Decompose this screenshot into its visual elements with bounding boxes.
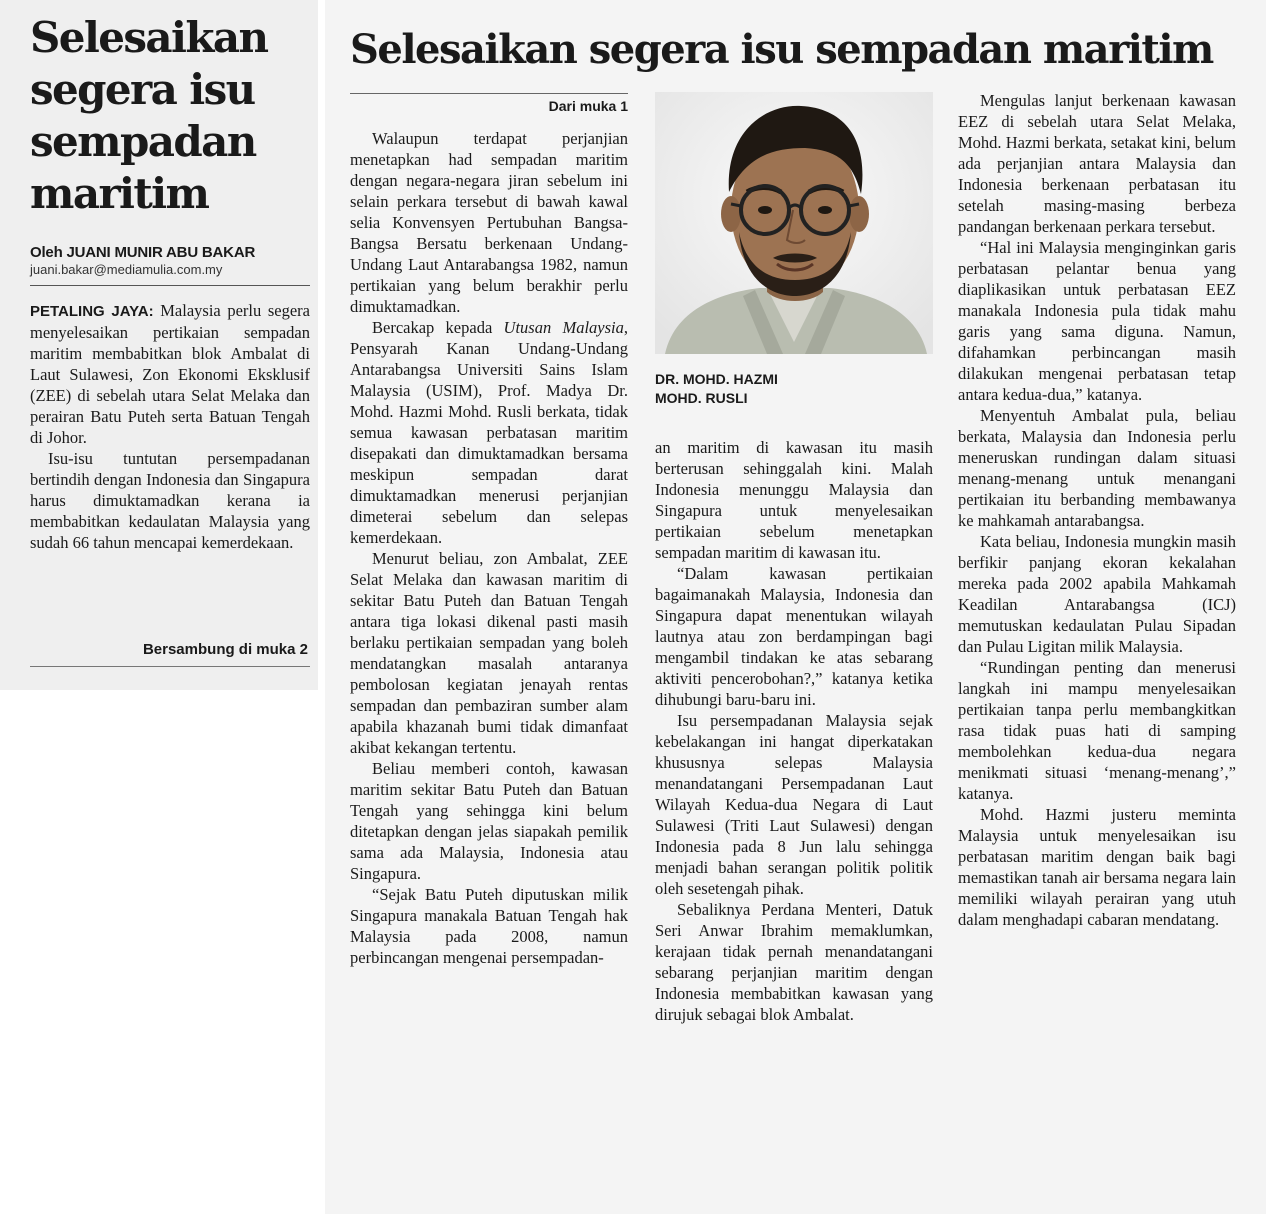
article-paragraph: Sebaliknya Perdana Menteri, Datuk Seri Anwar Ibrahim memaklumkan, kerajaan tidak pernah menandatangani sebarang perjanjian maritim dengan Indonesia membabitkan kawasan yang dirujuk sebagai blok Ambalat. bbox=[655, 900, 933, 1024]
article-paragraph: an maritim di kawasan itu masih berterusan sehinggalah kini. Malah Indonesia menunggu Malaysia dan Singapura untuk menyelesaikan pertikaian sebelum menetapkan sempadan maritim di kawasan itu. bbox=[655, 438, 933, 562]
teaser-panel bbox=[0, 0, 318, 690]
photo-caption bbox=[655, 370, 933, 408]
article-paragraph: Beliau memberi contoh, kawasan maritim sekitar Batu Puteh dan Batuan Tengah yang sehingga kini belum ditetapkan dengan jelas siapakah pemilik sama ada Malaysia, Indonesia atau Singapura. bbox=[350, 759, 628, 883]
teaser-title-line: Selesaikan bbox=[30, 13, 268, 62]
article-paragraph bbox=[350, 317, 628, 548]
photo-caption-line: MOHD. RUSLI bbox=[655, 390, 748, 406]
author-email: juani.bakar@mediamulia.com.my bbox=[30, 262, 223, 277]
article-paragraph: Isu persempadanan Malaysia sejak kebelakangan ini hangat diperkatakan khususnya selepas Malaysia menandatangani Persempadanan Laut Wilayah Kedua-dua Negara di Laut Sulawesi (Triti Laut Sulawesi) dengan Indonesia pada 8 Jun lalu sehingga menjadi bahan serangan politik politik oleh sesetengah pihak. bbox=[655, 711, 933, 898]
article-paragraph: “Dalam kawasan pertikaian bagaimanakah Malaysia, Indonesia dan Singapura dapat menentukan wilayah lautnya atau zon berdampingan bagi mengambil tindakan ke atas sebarang aktiviti pencerobohan?,” katanya ketika dihubungi baru-baru ini. bbox=[655, 564, 933, 709]
article-paragraph: Walaupun terdapat perjanjian menetapkan had sempadan maritim dengan negara-negara jiran sebelum ini selain perkara tersebut di bawah kawal selia Konvensyen Pertubuhan Bangsa-Bangsa Bersatu berkenaan Undang-Undang Laut Antarabangsa 1982, namun pertikaian yang belum berakhir perlu dimuktamadkan. bbox=[350, 129, 628, 316]
article-paragraph-text: Bercakap kepada bbox=[372, 318, 504, 337]
portrait-photo bbox=[655, 92, 933, 354]
teaser-paragraph bbox=[30, 300, 310, 448]
article-headline: Selesaikan segera isu sempadan maritim bbox=[350, 26, 1213, 73]
article-column-2 bbox=[655, 437, 933, 1025]
teaser-title-line: sempadan bbox=[30, 117, 256, 166]
portrait-photo-icon bbox=[655, 92, 933, 354]
teaser-title-line: maritim bbox=[30, 169, 209, 218]
teaser-body bbox=[30, 300, 310, 553]
photo-caption-line: DR. MOHD. HAZMI bbox=[655, 371, 778, 387]
divider bbox=[350, 93, 628, 94]
article-paragraph-text: , Pensyarah Kanan Undang-Undang Antarabangsa Universiti Sains Islam Malaysia (USIM), Prof. Madya Dr. Mohd. Hazmi Mohd. Rusli berkata, tidak semua kawasan perbatasan maritim disepakati dan dimuktamadkan bersama meskipun sempadan darat dimuktamadkan menerusi perjanjian dimeterai sebelum dan selepas kemerdekaan. bbox=[350, 318, 628, 547]
teaser-paragraph-text: Malaysia perlu segera menyelesaikan pertikaian sempadan maritim membabitkan blok Ambalat di Laut Sulawesi, Zon Ekonomi Eksklusif (ZEE) di sebelah utara Selat Melaka dan perairan Batu Puteh serta Batuan Tengah di Johor. bbox=[30, 301, 310, 447]
divider bbox=[30, 666, 310, 667]
publication-name: Utusan Malaysia bbox=[503, 318, 624, 337]
teaser-title-line: segera isu bbox=[30, 65, 255, 114]
article-paragraph: Mengulas lanjut berkenaan kawasan EEZ di sebelah utara Selat Melaka, Mohd. Hazmi berkata, setakat kini, belum ada perjanjian antara Malaysia dan Indonesia berkenaan perbatasan itu setelah masing-masing berbeza pandangan berkenaan perkara tersebut. bbox=[958, 91, 1236, 236]
from-page-note: Dari muka 1 bbox=[548, 98, 628, 114]
continued-note: Bersambung di muka 2 bbox=[142, 641, 308, 658]
article-paragraph: “Sejak Batu Puteh diputuskan milik Singapura manakala Batuan Tengah hak Malaysia pada 2008, namun perbincangan mengenai persempadan- bbox=[350, 885, 628, 967]
article-paragraph: “Rundingan penting dan menerusi langkah ini mampu menyelesaikan pertikaian tanpa perlu membangkitkan rasa tidak puas hati di samping membolehkan kedua-dua negara menikmati situasi ‘menang-menang’,” katanya. bbox=[958, 658, 1236, 803]
article-column-1 bbox=[350, 128, 628, 968]
dateline: PETALING JAYA: bbox=[30, 303, 154, 320]
byline: Oleh JUANI MUNIR ABU BAKAR bbox=[30, 244, 256, 261]
teaser-paragraph: Isu-isu tuntutan persempadanan bertindih dengan Indonesia dan Singapura harus dimuktamadkan kerana ia membabitkan kedaulatan Malaysia yang sudah 66 tahun mencapai kemerdekaan. bbox=[30, 449, 310, 552]
article-paragraph: Mohd. Hazmi justeru meminta Malaysia untuk menyelesaikan isu perbatasan maritim dengan baik bagi memastikan tanah air bersama negara lain memiliki wilayah perairan yang utuh dalam menghadapi cabaran mendatang. bbox=[958, 805, 1236, 929]
divider bbox=[30, 285, 310, 286]
teaser-title bbox=[30, 12, 310, 220]
article-paragraph: “Hal ini Malaysia menginginkan garis perbatasan pelantar benua yang diaplikasikan untuk perbatasan EEZ manakala Indonesia pula tidak mahu garis yang sama diguna. Namun, difahamkan perbincangan masih dilakukan mengenai perbatasan tetap antara kedua-dua,” katanya. bbox=[958, 238, 1236, 404]
article-paragraph: Menyentuh Ambalat pula, beliau berkata, Malaysia dan Indonesia perlu meneruskan rundingan dalam situasi menang-menang untuk menangani pertikaian itu berbanding membawanya ke mahkamah antarabangsa. bbox=[958, 406, 1236, 530]
article-column-3 bbox=[958, 90, 1236, 930]
article-paragraph: Menurut beliau, zon Ambalat, ZEE Selat Melaka dan kawasan maritim di sekitar Batu Puteh dan Batuan Tengah antara tiga lokasi dikenal pasti masih berlaku pertikaian sempadan yang boleh mendatangkan masalah antaranya pembolosan kegiatan jenayah rentas sempadan dan pembaziran sumber alam apabila khazanah bumi tidak dimanfaat akibat kekangan tertentu. bbox=[350, 549, 628, 757]
article-paragraph: Kata beliau, Indonesia mungkin masih berfikir panjang ekoran kekalahan mereka pada 2002 apabila Mahkamah Keadilan Antarabangsa (ICJ) memutuskan kedaulatan Pulau Sipadan dan Pulau Ligitan milik Malaysia. bbox=[958, 532, 1236, 656]
